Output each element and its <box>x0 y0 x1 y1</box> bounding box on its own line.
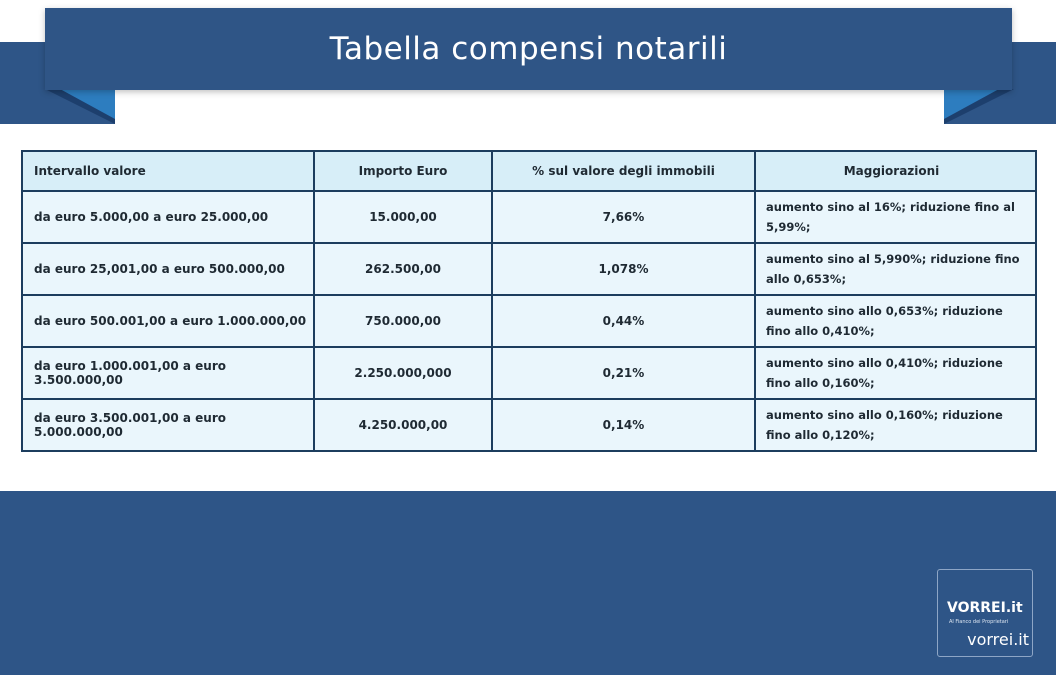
ribbon-fold-left-accent <box>60 89 115 119</box>
cell-percent: 1,078% <box>492 243 755 295</box>
cell-amount: 262.500,00 <box>314 243 492 295</box>
column-header-surcharges: Maggiorazioni <box>755 151 1036 191</box>
logo-tagline: Al Fianco dei Proprietari <box>949 619 1009 625</box>
table-row <box>22 295 1036 347</box>
title-ribbon <box>45 8 1012 90</box>
column-header-amount: Importo Euro <box>314 151 492 191</box>
cell-surcharges: aumento sino allo 0,160%; riduzione fino allo 0,120%; <box>755 399 1036 451</box>
logo-domain: vorrei.it <box>967 630 1029 649</box>
vorrei-logo[interactable] <box>937 569 1033 657</box>
fees-table-container <box>21 150 1035 452</box>
table-row <box>22 347 1036 399</box>
cell-amount: 2.250.000,000 <box>314 347 492 399</box>
logo-name: VORREI.it <box>947 600 1023 616</box>
column-header-percent: % sul valore degli immobili <box>492 151 755 191</box>
table-header-row <box>22 151 1036 191</box>
cell-interval: da euro 25,001,00 a euro 500.000,00 <box>22 243 314 295</box>
top-band-gap <box>115 90 944 124</box>
table-row <box>22 399 1036 451</box>
cell-interval: da euro 1.000.001,00 a euro 3.500.000,00 <box>22 347 314 399</box>
cell-surcharges: aumento sino allo 0,410%; riduzione fino allo 0,160%; <box>755 347 1036 399</box>
cell-surcharges: aumento sino al 5,990%; riduzione fino allo 0,653%; <box>755 243 1036 295</box>
bottom-band <box>0 491 1056 675</box>
page-title: Tabella compensi notarili <box>329 31 728 67</box>
cell-percent: 0,21% <box>492 347 755 399</box>
cell-percent: 7,66% <box>492 191 755 243</box>
column-header-interval: Intervallo valore <box>22 151 314 191</box>
cell-percent: 0,14% <box>492 399 755 451</box>
cell-interval: da euro 3.500.001,00 a euro 5.000.000,00 <box>22 399 314 451</box>
cell-amount: 4.250.000,00 <box>314 399 492 451</box>
ribbon-fold-right-accent <box>944 89 999 119</box>
cell-amount: 15.000,00 <box>314 191 492 243</box>
table-row <box>22 243 1036 295</box>
cell-amount: 750.000,00 <box>314 295 492 347</box>
table-row <box>22 191 1036 243</box>
cell-interval: da euro 5.000,00 a euro 25.000,00 <box>22 191 314 243</box>
cell-surcharges: aumento sino al 16%; riduzione fino al 5,99%; <box>755 191 1036 243</box>
cell-interval: da euro 500.001,00 a euro 1.000.000,00 <box>22 295 314 347</box>
cell-percent: 0,44% <box>492 295 755 347</box>
cell-surcharges: aumento sino allo 0,653%; riduzione fino allo 0,410%; <box>755 295 1036 347</box>
fees-table <box>21 150 1037 452</box>
